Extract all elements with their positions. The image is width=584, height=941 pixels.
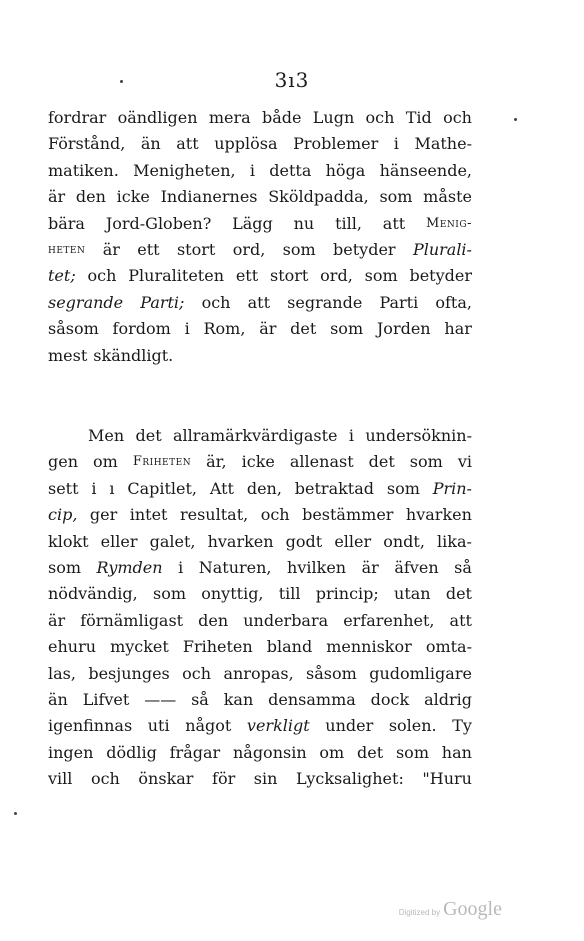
digitized-watermark bbox=[399, 898, 502, 921]
text-line bbox=[48, 713, 472, 739]
word: att bbox=[382, 213, 406, 233]
word: betraktad bbox=[294, 478, 375, 498]
word: Rymden bbox=[96, 557, 163, 577]
word: är bbox=[102, 239, 120, 259]
word: som bbox=[282, 239, 316, 259]
word: erfarenhet, bbox=[343, 610, 435, 630]
word: Förstånd, bbox=[48, 134, 126, 154]
word: gen bbox=[48, 452, 79, 472]
word: i bbox=[91, 478, 97, 498]
word: Lägg bbox=[232, 213, 273, 233]
word: och bbox=[90, 769, 120, 789]
word: heten bbox=[48, 241, 86, 257]
paragraph-2 bbox=[48, 423, 472, 792]
word: segrande bbox=[48, 292, 124, 312]
text-line bbox=[48, 158, 472, 184]
word: och bbox=[260, 505, 290, 525]
word: hänseende, bbox=[379, 160, 472, 180]
word: mera bbox=[208, 108, 251, 127]
word: ı bbox=[109, 478, 115, 498]
word: betyder bbox=[333, 239, 396, 259]
word: och bbox=[87, 266, 117, 286]
word: Jorden bbox=[376, 319, 431, 339]
text-line bbox=[48, 634, 472, 660]
word: för bbox=[212, 769, 236, 789]
word: undersöknin- bbox=[365, 426, 472, 445]
word: bland bbox=[266, 637, 313, 657]
text-line bbox=[48, 211, 472, 237]
word: oändligen bbox=[117, 108, 198, 127]
word: stort bbox=[269, 266, 309, 286]
text-line bbox=[48, 423, 472, 449]
watermark-small-text: Digitized by bbox=[398, 908, 441, 917]
word: Plurali- bbox=[412, 239, 472, 259]
word: Menigheten, bbox=[133, 160, 236, 180]
text-line bbox=[48, 263, 472, 289]
word: är bbox=[48, 610, 66, 630]
word: det bbox=[290, 319, 317, 339]
word: ofta, bbox=[435, 292, 472, 312]
word: det bbox=[357, 742, 384, 762]
word: som bbox=[152, 584, 186, 604]
word: hvarken bbox=[207, 531, 274, 551]
word: det bbox=[135, 426, 162, 445]
word: att bbox=[176, 134, 199, 154]
word: intet bbox=[129, 505, 168, 525]
word: Friheten bbox=[132, 454, 192, 470]
word: kan bbox=[223, 689, 254, 709]
word: uti bbox=[147, 716, 170, 736]
paper-speck bbox=[120, 80, 123, 83]
word: är bbox=[361, 557, 379, 577]
word: Parti; bbox=[140, 292, 185, 312]
word: omta- bbox=[425, 637, 472, 657]
word: hvarken bbox=[405, 505, 472, 525]
text-line bbox=[48, 237, 472, 263]
word: än bbox=[48, 689, 68, 709]
word: Men bbox=[88, 426, 125, 445]
word: segrande bbox=[287, 292, 363, 312]
word: som bbox=[364, 266, 398, 286]
word: nu bbox=[293, 213, 315, 233]
word: som bbox=[379, 187, 413, 207]
word: "Huru bbox=[422, 769, 472, 789]
word: i bbox=[184, 319, 190, 339]
word: ett bbox=[137, 239, 160, 259]
word: utan bbox=[394, 584, 431, 604]
word: Sköldpadda, bbox=[268, 187, 369, 207]
word: än bbox=[140, 134, 161, 154]
word: detta bbox=[269, 160, 312, 180]
word: mest bbox=[48, 345, 88, 365]
word: icke bbox=[116, 187, 150, 207]
word: Jord-Globen? bbox=[105, 213, 212, 233]
word: aldrig bbox=[424, 689, 472, 709]
word: Lugn bbox=[312, 108, 355, 127]
word: äfven bbox=[394, 557, 439, 577]
word: betyder bbox=[409, 266, 472, 286]
word: lika- bbox=[437, 531, 472, 551]
word: solen. bbox=[388, 716, 437, 736]
word: gudomligare bbox=[369, 663, 472, 683]
word: klokt bbox=[48, 531, 89, 551]
watermark-google-text: Google bbox=[443, 898, 502, 920]
word: upplösa bbox=[214, 134, 278, 154]
word: såsom bbox=[48, 319, 99, 339]
word: den bbox=[198, 610, 229, 630]
word: till bbox=[278, 584, 301, 604]
text-line bbox=[48, 290, 472, 316]
text-line bbox=[48, 581, 472, 607]
word: i bbox=[393, 134, 399, 154]
word: galet, bbox=[149, 531, 196, 551]
word: Ty bbox=[452, 716, 472, 736]
text-line bbox=[48, 608, 472, 634]
word: att bbox=[449, 610, 472, 630]
word: så bbox=[191, 689, 209, 709]
word: cip, bbox=[48, 505, 78, 525]
word: och bbox=[201, 292, 231, 312]
word: Capitlet, bbox=[127, 478, 197, 498]
word: ord, bbox=[320, 266, 353, 286]
word: såsom bbox=[306, 663, 357, 683]
word: underbara bbox=[243, 610, 329, 630]
word: ehuru bbox=[48, 637, 97, 657]
word: har bbox=[444, 319, 472, 339]
word: —— bbox=[144, 689, 177, 709]
word: önskar bbox=[138, 769, 194, 789]
word: Pluraliteten bbox=[128, 266, 224, 286]
word: är bbox=[259, 319, 277, 339]
word: Att bbox=[209, 478, 234, 498]
word: Prin- bbox=[432, 478, 472, 498]
word: resultat, bbox=[179, 505, 249, 525]
word: i bbox=[249, 160, 256, 180]
text-line bbox=[48, 343, 472, 369]
word: någonsin bbox=[232, 742, 307, 762]
word: Indianernes bbox=[160, 187, 258, 207]
word: att bbox=[247, 292, 271, 312]
word: vi bbox=[457, 452, 472, 472]
word: vill bbox=[48, 769, 73, 789]
word: anropas, bbox=[223, 663, 294, 683]
word: tet; bbox=[48, 266, 76, 286]
word: den bbox=[75, 187, 106, 207]
text-line bbox=[48, 476, 472, 502]
word: menniskor bbox=[326, 637, 412, 657]
word: i bbox=[348, 426, 354, 445]
word: mycket bbox=[110, 637, 169, 657]
word: så bbox=[454, 557, 472, 577]
word: som bbox=[395, 742, 429, 762]
word: skändligt. bbox=[93, 345, 174, 365]
word: det bbox=[368, 452, 395, 472]
word: fordom bbox=[112, 319, 171, 339]
text-line bbox=[48, 661, 472, 687]
word: ingen bbox=[48, 742, 94, 762]
word: något bbox=[185, 716, 232, 736]
word: allenast bbox=[289, 452, 354, 472]
word: som bbox=[386, 478, 420, 498]
text-line bbox=[48, 131, 472, 157]
word: som bbox=[409, 452, 443, 472]
word: Lifvet bbox=[82, 689, 130, 709]
word: matiken. bbox=[48, 160, 119, 180]
word: nödvändig, bbox=[48, 584, 138, 604]
text-line bbox=[48, 502, 472, 528]
word: stort bbox=[176, 239, 216, 259]
word: godt bbox=[285, 531, 323, 551]
text-line bbox=[48, 184, 472, 210]
word: och bbox=[182, 663, 212, 683]
text-line bbox=[48, 687, 472, 713]
word: om bbox=[319, 742, 345, 762]
word: densamma bbox=[268, 689, 356, 709]
word: den, bbox=[246, 478, 282, 498]
text-line bbox=[48, 316, 472, 342]
word: ger bbox=[89, 505, 118, 525]
word: Lycksalighet: bbox=[295, 769, 404, 789]
word: ondt, bbox=[383, 531, 425, 551]
word: Friheten bbox=[182, 637, 253, 657]
text-line bbox=[48, 449, 472, 475]
word: bestämmer bbox=[302, 505, 394, 525]
word: både bbox=[261, 108, 302, 127]
word: onyttig, bbox=[201, 584, 264, 604]
word: som bbox=[330, 319, 364, 339]
page-number: 3ı3 bbox=[274, 68, 310, 92]
word: dock bbox=[370, 689, 410, 709]
word: Menig- bbox=[426, 215, 472, 231]
word: Rom, bbox=[203, 319, 246, 339]
word: i bbox=[178, 557, 184, 577]
word: det bbox=[445, 584, 472, 604]
word: förnämligast bbox=[80, 610, 184, 630]
word: verkligt bbox=[246, 716, 310, 736]
text-line bbox=[48, 555, 472, 581]
word: eller bbox=[334, 531, 372, 551]
word: är, bbox=[206, 452, 227, 472]
word: ett bbox=[235, 266, 259, 286]
word: Mathe- bbox=[414, 134, 472, 154]
word: sin bbox=[253, 769, 278, 789]
word: las, bbox=[48, 663, 76, 683]
word: är bbox=[48, 187, 66, 207]
word: igenfinnas bbox=[48, 716, 133, 736]
word: han bbox=[441, 742, 472, 762]
word: och bbox=[365, 108, 395, 127]
word: under bbox=[325, 716, 374, 736]
word: fordrar bbox=[48, 108, 107, 127]
word: hvilken bbox=[287, 557, 347, 577]
word: besjunges bbox=[88, 663, 170, 683]
text-line bbox=[48, 740, 472, 766]
word: som bbox=[48, 557, 82, 577]
word: dödlig bbox=[106, 742, 157, 762]
word: allramärkvärdigaste bbox=[173, 426, 338, 445]
word: bära bbox=[48, 213, 85, 233]
word: höga bbox=[325, 160, 366, 180]
word: sett bbox=[48, 478, 79, 498]
word: Problemer bbox=[293, 134, 379, 154]
word: princip; bbox=[315, 584, 379, 604]
paper-speck bbox=[514, 118, 517, 121]
word: om bbox=[93, 452, 118, 472]
word: ord, bbox=[232, 239, 266, 259]
word: frågar bbox=[169, 742, 221, 762]
word: Naturen, bbox=[198, 557, 272, 577]
text-line bbox=[48, 766, 472, 792]
paper-speck bbox=[14, 812, 17, 815]
word: Parti bbox=[379, 292, 419, 312]
word: eller bbox=[100, 531, 138, 551]
text-line bbox=[48, 529, 472, 555]
word: icke bbox=[241, 452, 275, 472]
text-line bbox=[48, 105, 472, 131]
paragraph-1 bbox=[48, 105, 472, 369]
word: Tid bbox=[405, 108, 432, 127]
word: måste bbox=[423, 187, 472, 207]
word: till, bbox=[335, 213, 362, 233]
word: och bbox=[443, 108, 472, 127]
